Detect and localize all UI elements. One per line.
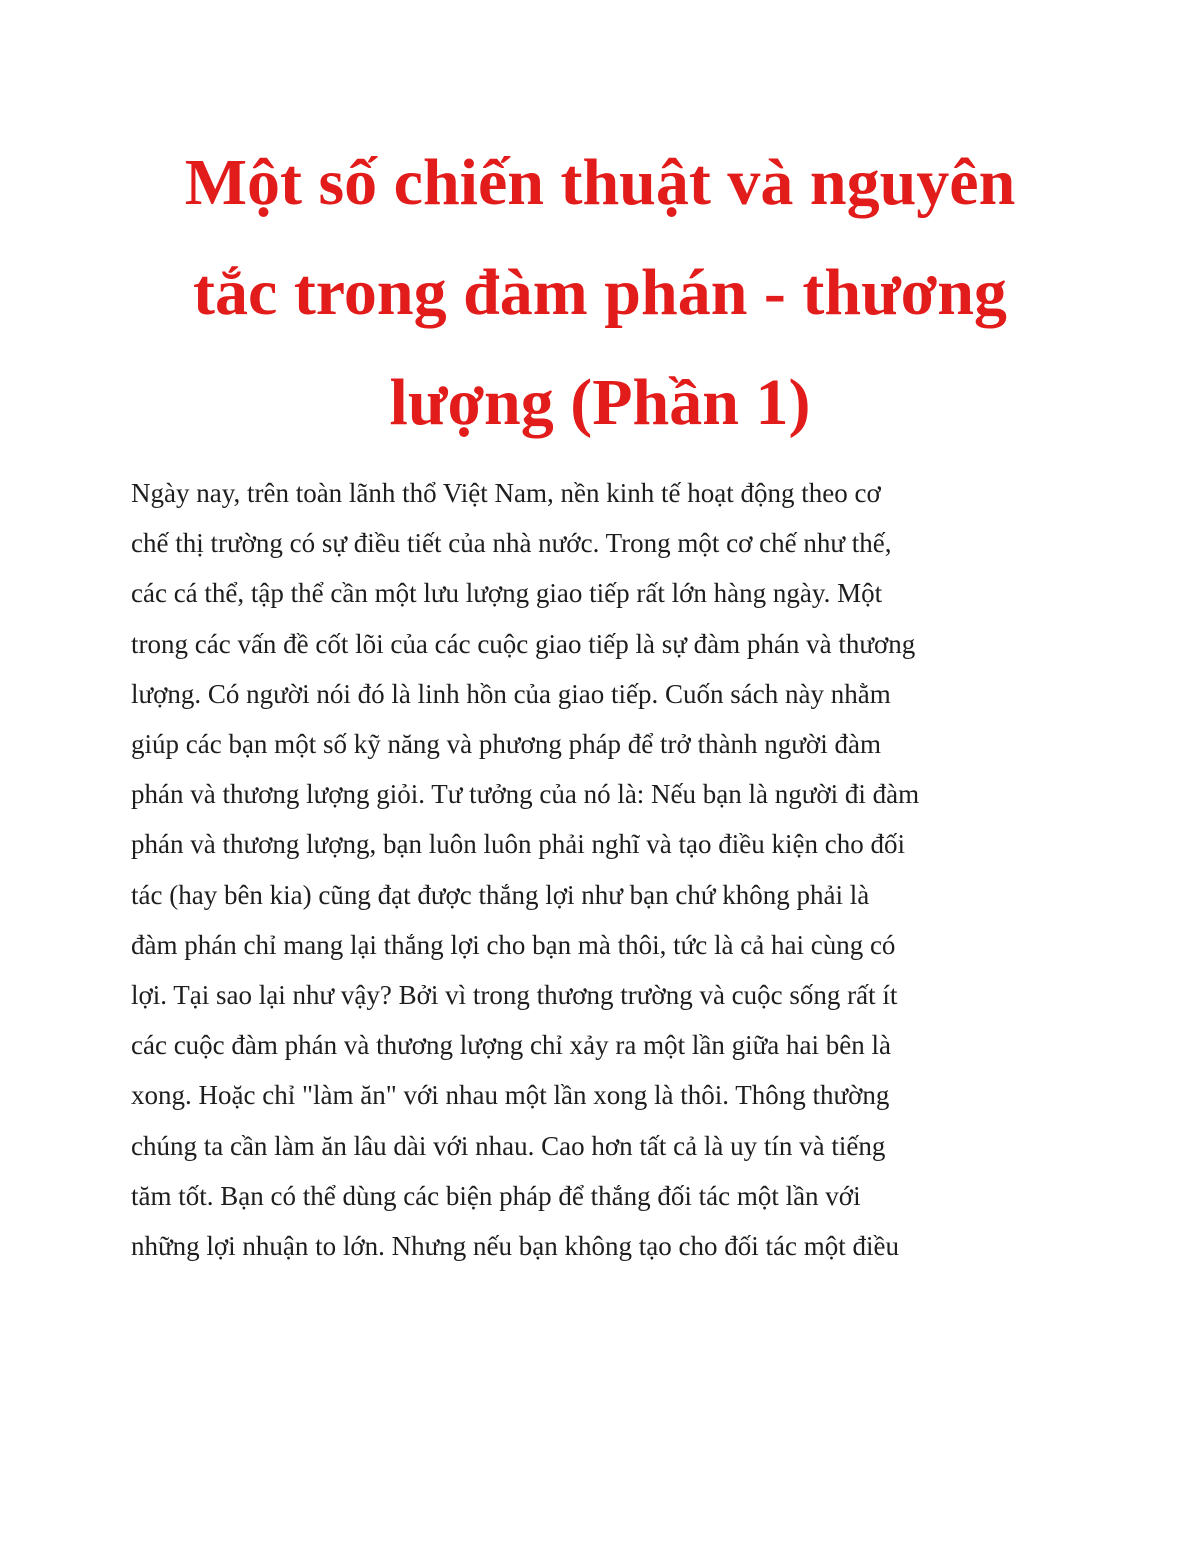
document-title (100, 128, 1100, 458)
body-line: trong các vấn đề cốt lõi của các cuộc giao tiếp là sự đàm phán và thương (131, 628, 916, 659)
body-line: phán và thương lượng giỏi. Tư tưởng của nó là: Nếu bạn là người đi đàm (131, 779, 920, 810)
body-line: tác (hay bên kia) cũng đạt được thắng lợi như bạn chứ không phải là (131, 879, 870, 910)
body-line: những lợi nhuận to lớn. Nhưng nếu bạn không tạo cho đối tác một điều (131, 1231, 899, 1262)
title-line: lượng (Phần 1) (389, 366, 811, 439)
title-line: Một số chiến thuật và nguyên (184, 146, 1016, 219)
body-line: các cuộc đàm phán và thương lượng chỉ xảy ra một lần giữa hai bên là (131, 1030, 891, 1061)
body-line: lượng. Có người nói đó là linh hồn của giao tiếp. Cuốn sách này nhằm (131, 678, 891, 709)
body-line: các cá thể, tập thể cần một lưu lượng giao tiếp rất lớn hàng ngày. Một (131, 578, 883, 609)
body-line: chúng ta cần làm ăn lâu dài với nhau. Cao hơn tất cả là uy tín và tiếng (131, 1130, 886, 1161)
body-line: lợi. Tại sao lại như vậy? Bởi vì trong thương trường và cuộc sống rất ít (131, 980, 898, 1011)
body-line: đàm phán chỉ mang lại thắng lợi cho bạn mà thôi, tức là cả hai cùng có (131, 929, 896, 960)
body-line: chế thị trường có sự điều tiết của nhà nước. Trong một cơ chế như thế, (131, 528, 892, 559)
body-line: Ngày nay, trên toàn lãnh thổ Việt Nam, nền kinh tế hoạt động theo cơ (131, 478, 881, 508)
body-line: tăm tốt. Bạn có thể dùng các biện pháp để thắng đối tác một lần với (131, 1180, 861, 1211)
body-line: phán và thương lượng, bạn luôn luôn phải nghĩ và tạo điều kiện cho đối (131, 829, 905, 860)
body-line: xong. Hoặc chỉ "làm ăn" với nhau một lần xong là thôi. Thông thường (131, 1080, 890, 1111)
body-line: giúp các bạn một số kỹ năng và phương pháp để trở thành người đàm (131, 729, 881, 760)
body-paragraph (131, 468, 1031, 1271)
title-line: tắc trong đàm phán - thương (193, 256, 1007, 329)
